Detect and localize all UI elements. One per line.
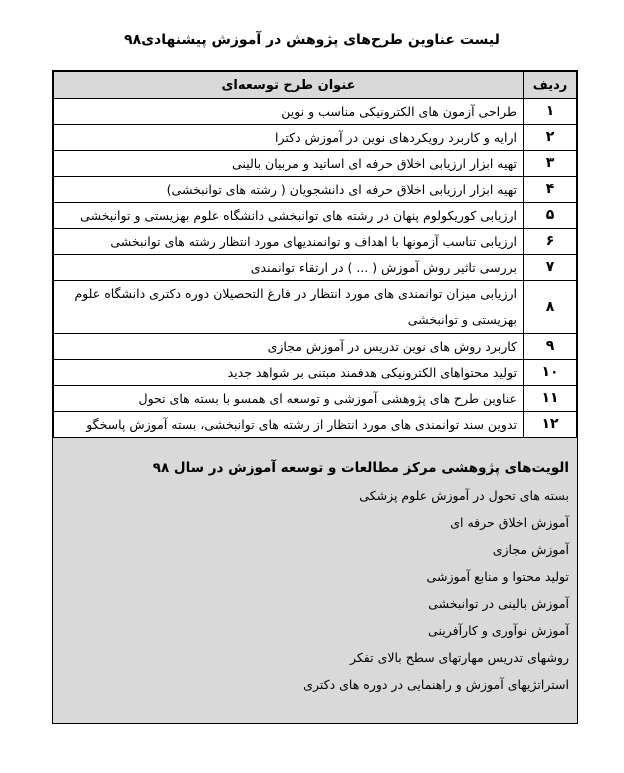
row-number: ۲ bbox=[524, 125, 577, 151]
table-row bbox=[54, 177, 577, 203]
header-index: ردیف bbox=[524, 72, 577, 99]
row-title: طراحی آزمون های الکترونیکی مناسب و نوین bbox=[54, 99, 524, 125]
row-title: کاربرد روش های نوین تدریس در آموزش مجازی bbox=[54, 334, 524, 360]
table-row bbox=[54, 151, 577, 177]
row-number: ۸ bbox=[524, 281, 577, 334]
row-title: عناوین طرح های پژوهشی آموزشی و توسعه ای همسو با بسته های تحول bbox=[54, 386, 524, 412]
row-number: ۵ bbox=[524, 203, 577, 229]
priority-item: بسته های تحول در آموزش علوم پزشکی bbox=[359, 488, 569, 503]
row-title: ارزیابی تناسب آزمونها با اهداف و توانمندیهای مورد انتظار رشته های توانبخشی bbox=[54, 229, 524, 255]
document-title: لیست عناوین طرح‌های پژوهش در آموزش پیشنهادی۹۸ bbox=[124, 32, 500, 48]
row-title: تدوین سند توانمندی های مورد انتظار از رشته های توانبخشی، بسته آموزش پاسخگو bbox=[54, 412, 524, 438]
table-row bbox=[54, 334, 577, 360]
priorities-title: الویت‌های پژوهشی مرکز مطالعات و توسعه آموزش در سال ۹۸ bbox=[152, 460, 569, 476]
content-box bbox=[52, 70, 578, 724]
row-title: ارزیابی میزان توانمندی های مورد انتظار در فارغ التحصیلان دوره دکتری دانشگاه علوم بهزیستی و توانبخشی bbox=[54, 281, 524, 334]
table-header-row bbox=[54, 72, 577, 99]
table-row bbox=[54, 229, 577, 255]
priority-item: آموزش مجازی bbox=[492, 542, 569, 557]
row-number: ۳ bbox=[524, 151, 577, 177]
row-title: ارایه و کاربرد رویکردهای نوین در آموزش دکترا bbox=[54, 125, 524, 151]
table-row bbox=[54, 203, 577, 229]
row-number: ۴ bbox=[524, 177, 577, 203]
table-row bbox=[54, 125, 577, 151]
table-row bbox=[54, 99, 577, 125]
projects-table bbox=[53, 71, 577, 438]
row-number: ۹ bbox=[524, 334, 577, 360]
priorities-section bbox=[53, 438, 577, 723]
header-title: عنوان طرح توسعه‌ای bbox=[54, 72, 524, 99]
row-title: تهیه ابزار ارزیابی اخلاق حرفه ای دانشجویان ( رشته های توانبخشی) bbox=[54, 177, 524, 203]
row-number: ۱۰ bbox=[524, 360, 577, 386]
priority-item: آموزش اخلاق حرفه ای bbox=[450, 515, 569, 530]
table-row bbox=[54, 386, 577, 412]
row-title: تهیه ابزار ارزیابی اخلاق حرفه ای اساتید و مربیان بالینی bbox=[54, 151, 524, 177]
priority-item: آموزش نوآوری و کارآفرینی bbox=[428, 623, 569, 638]
row-title: بررسی تاثیر روش آموزش ( ... ) در ارتقاء توانمندی bbox=[54, 255, 524, 281]
row-number: ۷ bbox=[524, 255, 577, 281]
table-row bbox=[54, 412, 577, 438]
table-row bbox=[54, 360, 577, 386]
priority-item: استراتژیهای آموزش و راهنمایی در دوره های دکتری bbox=[303, 677, 569, 692]
row-number: ۱۲ bbox=[524, 412, 577, 438]
row-title: ارزیابی کوریکولوم پنهان در رشته های توانبخشی دانشگاه علوم بهزیستی و توانبخشی bbox=[54, 203, 524, 229]
priority-item: آموزش بالینی در توانبخشی bbox=[428, 596, 569, 611]
row-number: ۱ bbox=[524, 99, 577, 125]
priority-item: روشهای تدریس مهارتهای سطح بالای تفکر bbox=[350, 650, 569, 665]
priority-item: تولید محتوا و منابع آموزشی bbox=[426, 569, 569, 584]
row-number: ۶ bbox=[524, 229, 577, 255]
table-row bbox=[54, 255, 577, 281]
row-title: تولید محتواهای الکترونیکی هدفمند مبتنی بر شواهد جدید bbox=[54, 360, 524, 386]
table-row bbox=[54, 281, 577, 334]
row-number: ۱۱ bbox=[524, 386, 577, 412]
